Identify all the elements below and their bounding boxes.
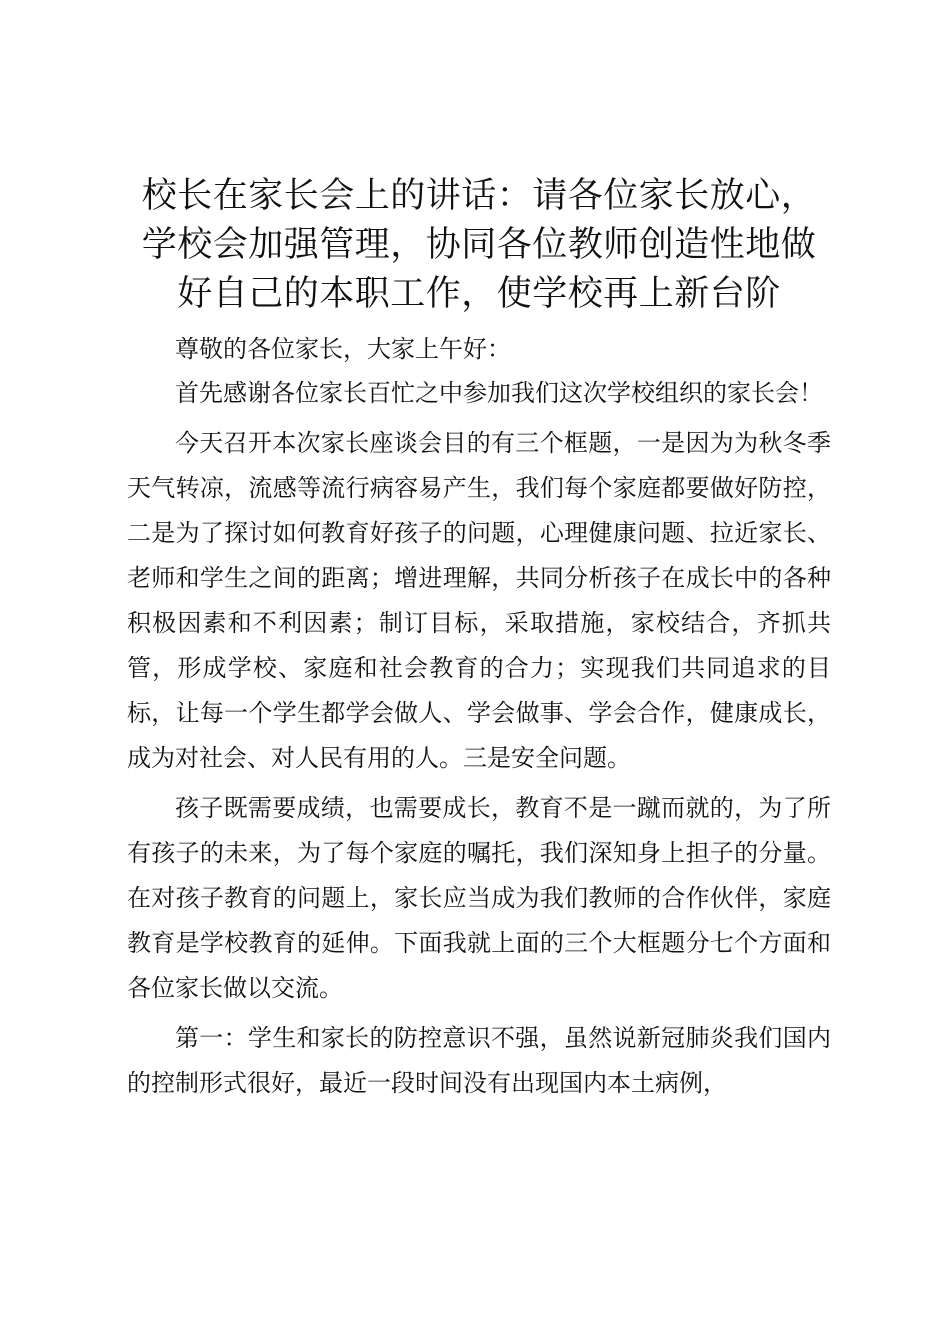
paragraph-thanks: 首先感谢各位家长百忙之中参加我们这次学校组织的家长会！ <box>175 379 823 407</box>
paragraph-growth: 孩子既需要成绩，也需要成长，教育不是一蹴而就的，为了所有孩子的未来，为了每个家庭的嘱托，我们深知身上担子的分量。在对孩子教育的问题上，家长应当成为我们教师的合作伙伴，家庭教育是学校教育的延伸。下面我就上面的三个大框题分七个方面和各位家长做以交流。 <box>127 794 831 1002</box>
document-title: 校长在家长会上的讲话：请各位家长放心，学校会加强管理，协同各位教师创造性地做好自己的本职工作，使学校再上新台阶 <box>141 176 817 314</box>
document-body <box>127 172 831 1106</box>
paragraph-purpose: 今天召开本次家长座谈会目的有三个框题，一是因为为秋冬季天气转凉，流感等流行病容易产生，我们每个家庭都要做好防控，二是为了探讨如何教育好孩子的问题，心理健康问题、拉近家长、老师和学生之间的距离；增进理解，共同分析孩子在成长中的各种积极因素和不利因素；制订目标，采取措施，家校结合，齐抓共管，形成学校、家庭和社会教育的合力；实现我们共同追求的目标，让每一个学生都学会做人、学会做事、学会合作，健康成长，成为对社会、对人民有用的人。三是安全问题。 <box>127 429 831 772</box>
paragraph-first-point: 第一：学生和家长的防控意识不强，虽然说新冠肺炎我们国内的控制形式很好，最近一段时间没有出现国内本土病例， <box>127 1024 831 1097</box>
salutation-line: 尊敬的各位家长，大家上午好： <box>175 335 511 363</box>
